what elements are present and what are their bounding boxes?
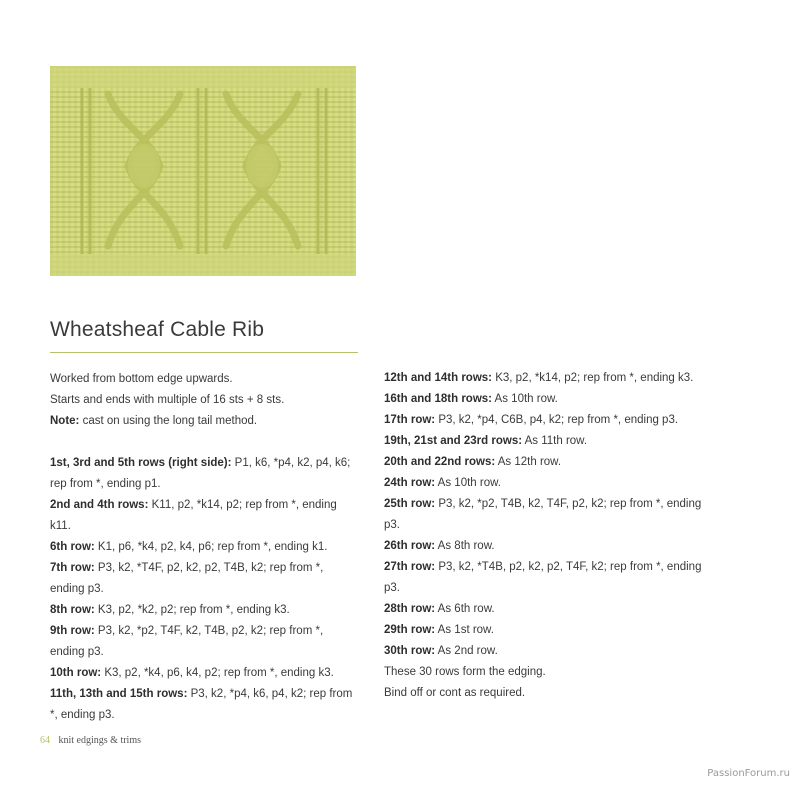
page-number: 64	[40, 735, 50, 746]
pattern-row	[384, 494, 704, 536]
row-label: 1st, 3rd and 5th rows (right side):	[50, 457, 232, 469]
closing-line-1: These 30 rows form the edging.	[384, 666, 546, 678]
pattern-row	[384, 536, 704, 557]
pattern-row	[50, 600, 360, 621]
row-text: P3, k2, *p2, T4F, k2, T4B, p2, k2; rep from *, ending p3.	[50, 625, 324, 658]
watermark: PassionForum.ru	[707, 768, 790, 779]
row-label: 24th row:	[384, 477, 436, 489]
row-text: As 1st row.	[435, 624, 494, 636]
row-text: P3, k2, *p4, k6, p4, k2; rep from *, ending p3.	[50, 688, 353, 721]
row-label: 29th row:	[384, 624, 436, 636]
intro-line-2: Starts and ends with multiple of 16 sts + 8 sts.	[50, 394, 285, 406]
row-text: P3, k2, *p2, T4B, k2, T4F, p2, k2; rep from *, ending p3.	[384, 498, 702, 531]
row-text: P3, k2, *T4B, p2, k2, p2, T4F, k2; rep from *, ending p3.	[384, 561, 702, 594]
intro-line-1: Worked from bottom edge upwards.	[50, 373, 233, 385]
row-label: 26th row:	[384, 540, 436, 552]
row-label: 9th row:	[50, 625, 95, 637]
row-text: As 10th row.	[492, 393, 558, 405]
page-title: Wheatsheaf Cable Rib	[50, 318, 265, 341]
row-text: As 10th row.	[435, 477, 501, 489]
title-divider	[50, 352, 358, 353]
row-text: As 6th row.	[435, 603, 495, 615]
note-text: cast on using the long tail method.	[79, 415, 258, 427]
spacer	[50, 432, 360, 453]
row-label: 11th, 13th and 15th rows:	[50, 688, 188, 700]
row-text: P3, k2, *T4F, p2, k2, p2, T4B, k2; rep from *, ending p3.	[50, 562, 324, 595]
pattern-row	[384, 410, 704, 431]
pattern-row	[384, 452, 704, 473]
row-text: P1, k6, *p4, k2, p4, k6; rep from *, ending p1.	[50, 457, 351, 490]
row-label: 16th and 18th rows:	[384, 393, 492, 405]
row-label: 10th row:	[50, 667, 102, 679]
row-label: 8th row:	[50, 604, 95, 616]
pattern-row	[50, 495, 360, 537]
row-label: 28th row:	[384, 603, 436, 615]
row-label: 20th and 22nd rows:	[384, 456, 496, 468]
row-label: 6th row:	[50, 541, 95, 553]
row-label: 27th row:	[384, 561, 436, 573]
row-text: K3, p2, *k14, p2; rep from *, ending k3.	[492, 372, 694, 384]
row-text: As 12th row.	[495, 456, 562, 468]
pattern-row	[384, 620, 704, 641]
pattern-row	[50, 621, 360, 663]
section-name: knit edgings & trims	[58, 735, 141, 746]
row-label: 2nd and 4th rows:	[50, 499, 149, 511]
closing-line-2: Bind off or cont as required.	[384, 687, 526, 699]
row-label: 30th row:	[384, 645, 436, 657]
row-label: 12th and 14th rows:	[384, 372, 492, 384]
page-footer	[40, 735, 141, 746]
row-text: As 8th row.	[435, 540, 495, 552]
row-label: 7th row:	[50, 562, 95, 574]
pattern-row	[384, 557, 704, 599]
row-label: 25th row:	[384, 498, 436, 510]
row-text: P3, k2, *p4, C6B, p4, k2; rep from *, ending p3.	[435, 414, 679, 426]
pattern-row	[50, 537, 360, 558]
row-text: K11, p2, *k14, p2; rep from *, ending k11.	[50, 499, 337, 532]
cable-pattern-illustration	[50, 66, 356, 276]
left-column	[50, 369, 360, 726]
pattern-row	[50, 453, 360, 495]
intro-note	[50, 411, 360, 432]
pattern-row	[384, 599, 704, 620]
pattern-row	[384, 473, 704, 494]
pattern-row	[50, 684, 360, 726]
swatch-photo	[50, 66, 356, 276]
pattern-row	[384, 431, 704, 452]
note-label: Note:	[50, 415, 80, 427]
row-text: K3, p2, *k2, p2; rep from *, ending k3.	[94, 604, 290, 616]
row-text: As 2nd row.	[435, 645, 498, 657]
row-text: As 11th row.	[522, 435, 588, 447]
pattern-row	[384, 389, 704, 410]
row-label: 19th, 21st and 23rd rows:	[384, 435, 523, 447]
row-text: K1, p6, *k4, p2, k4, p6; rep from *, ending k1.	[94, 541, 328, 553]
row-text: K3, p2, *k4, p6, k4, p2; rep from *, ending k3.	[101, 667, 334, 679]
right-column	[384, 368, 704, 704]
pattern-row	[50, 558, 360, 600]
pattern-row	[384, 641, 704, 662]
pattern-row	[50, 663, 360, 684]
pattern-row	[384, 368, 704, 389]
row-label: 17th row:	[384, 414, 436, 426]
